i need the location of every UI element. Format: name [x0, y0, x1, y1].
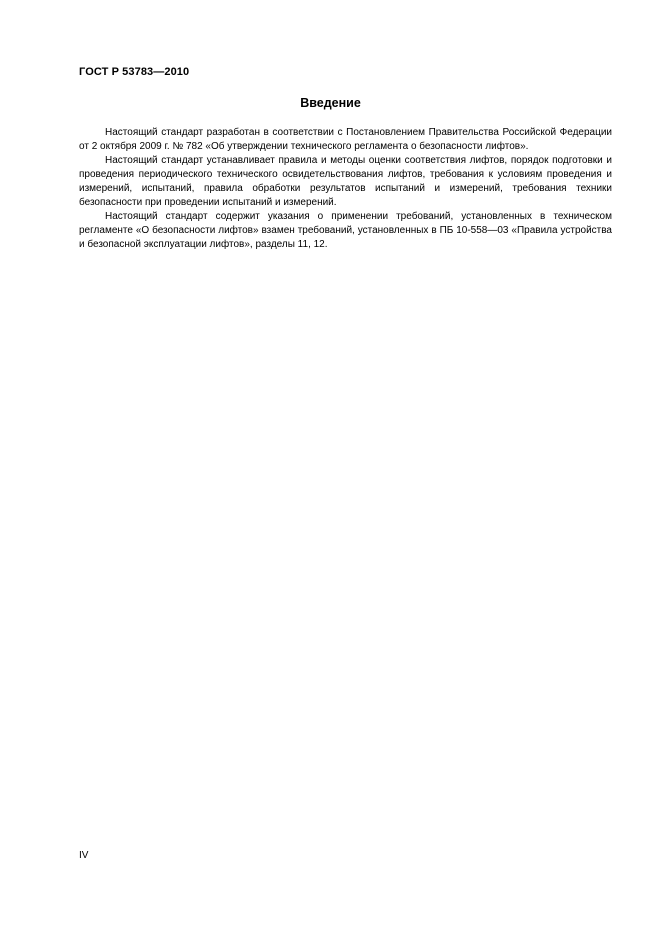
document-code: ГОСТ Р 53783—2010 [79, 66, 190, 78]
page-number: IV [79, 850, 89, 861]
paragraph: Настоящий стандарт разработан в соответствии с Постановлением Правительства Российской Федерации от 2 октября 2009 г. № 782 «Об утверждении технического регламента о безопасности лифтов». [79, 127, 612, 152]
paragraph: Настоящий стандарт содержит указания о применении требований, установленных в техническом регламенте «О безопасности лифтов» взамен требований, установленных в ПБ 10-558—03 «Правила устройства и безопасной эксплуатации лифтов», разделы 11, 12. [79, 211, 612, 250]
section-title: Введение [300, 96, 361, 110]
body-text [79, 126, 612, 252]
paragraph: Настоящий стандарт устанавливает правила и методы оценки соответствия лифтов, порядок подготовки и проведения периодического технического освидетельствования лифтов, требования к условиям проведения и измерений, испытаний, правила обработки результатов испытаний и измерений, требования техники безопасности при проведении испытаний и измерений. [79, 155, 612, 208]
